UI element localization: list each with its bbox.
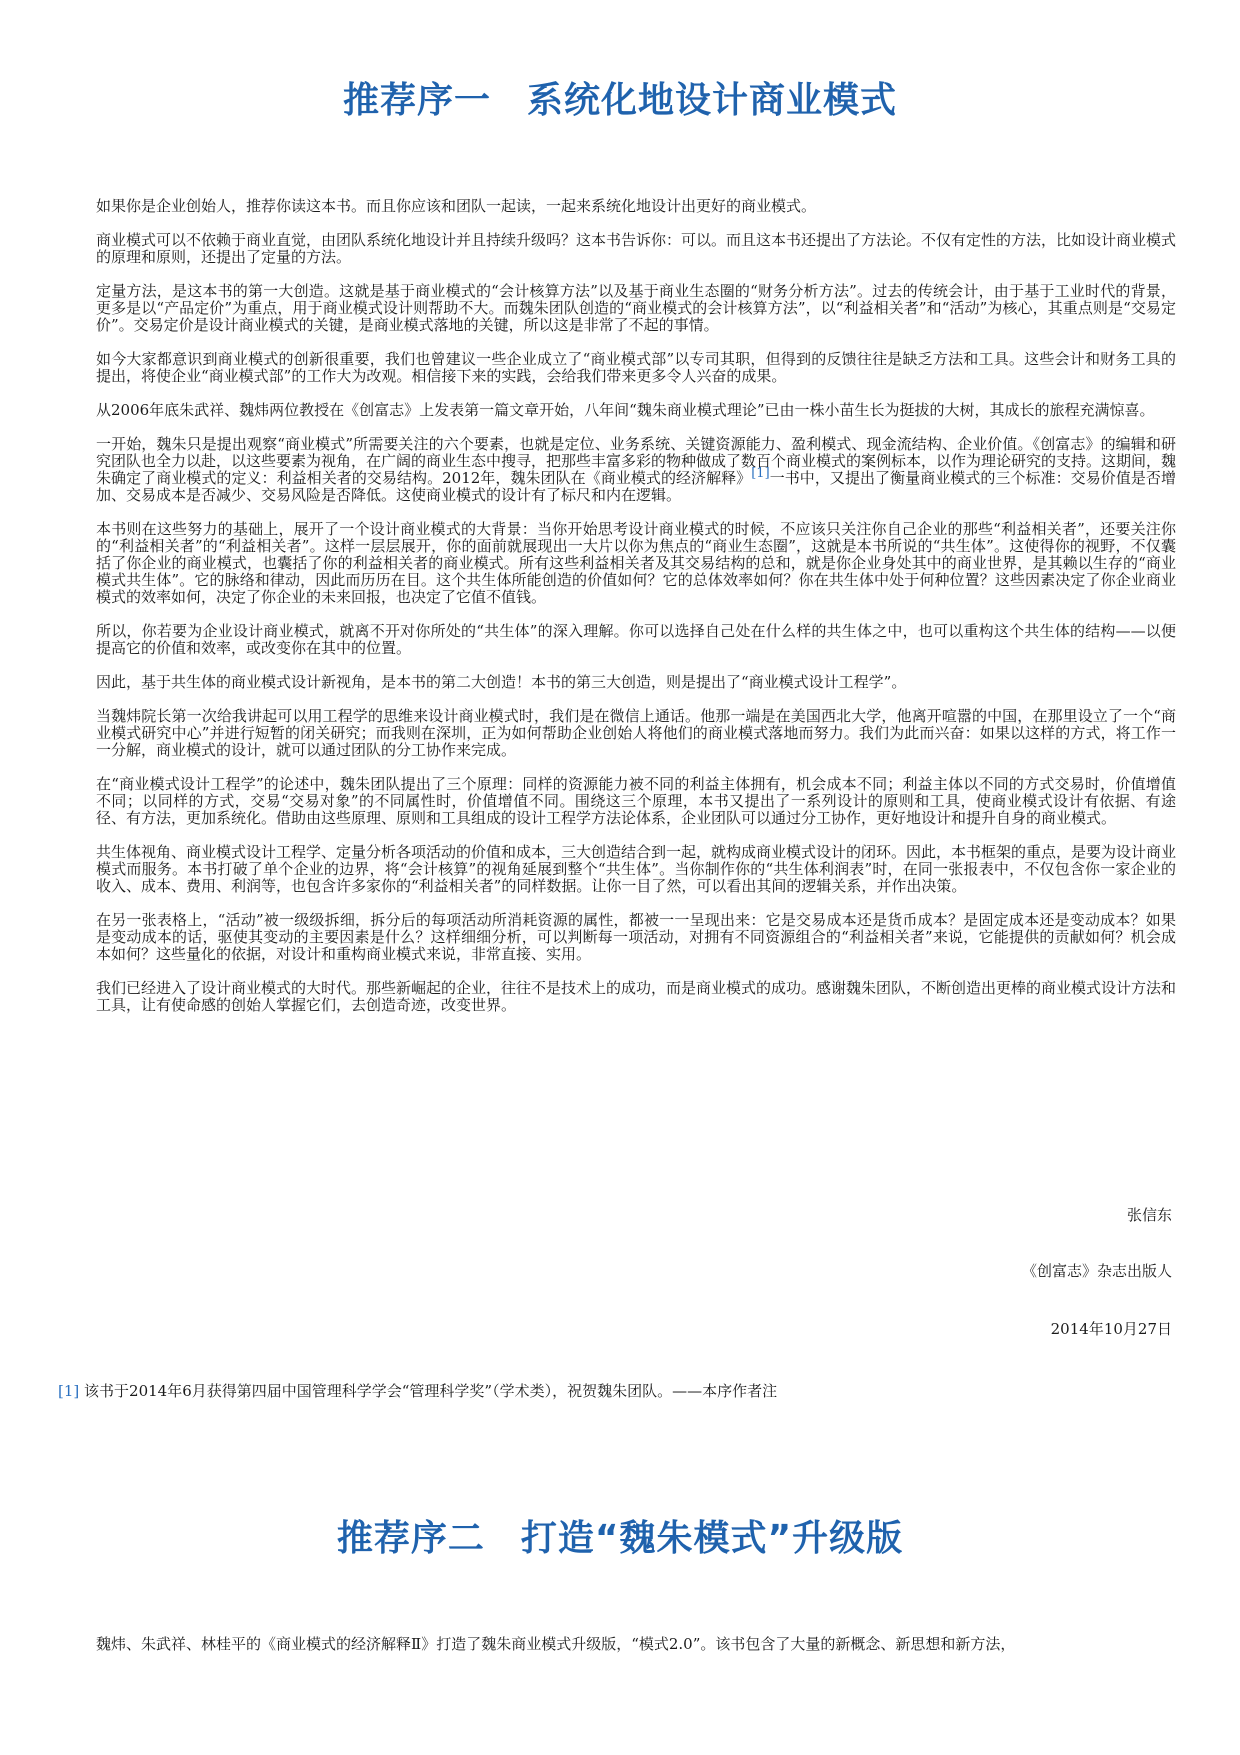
paragraph: 在另一张表格上，“活动”被一级级拆细，拆分后的每项活动所消耗资源的属性，都被一一呈现出来：它是交易成本还是货币成本？是固定成本还是变动成本？如果是变动成本的话，驱使其变动的主要因素是什么？这样细细分析，可以判断每一项活动，对拥有不同资源组合的“利益相关者”来说，它能提供的贡献如何？机会成本如何？这些量化的依据，对设计和重构商业模式来说，非常直接、实用。 xyxy=(96,911,1176,963)
preface-one-heading: 系统化地设计商业模式 xyxy=(527,80,898,121)
footnote-text: 该书于2014年6月获得第四届中国管理科学学会“管理科学奖”（学术类），祝贺魏朱团队。——本序作者注 xyxy=(84,1382,778,1400)
paragraph: 在“商业模式设计工程学”的论述中，魏朱团队提出了三个原理：同样的资源能力被不同的利益主体拥有，机会成本不同；利益主体以不同的方式交易时，价值增值不同；以同样的方式，交易“交易对象”的不同属性时，价值增值不同。围绕这三个原理，本书又提出了一系列设计的原则和工具，使商业模式设计有依据、有途径、有方法，更加系统化。借助由这些原理、原则和工具组成的设计工程学方法论体系，企业团队可以通过分工协作，更好地设计和提升自身的商业模式。 xyxy=(96,775,1176,827)
signature-date: 2014年10月27日 xyxy=(1050,1320,1172,1338)
paragraph: 如果你是企业创始人，推荐你读这本书。而且你应该和团队一起读，一起来系统化地设计出更好的商业模式。 xyxy=(96,197,817,215)
paragraph: 本书则在这些努力的基础上，展开了一个设计商业模式的大背景：当你开始思考设计商业模式的时候，不应该只关注你自己企业的那些“利益相关者”，还要关注你的“利益相关者”的“利益相关者”。这样一层层展开，你的面前就展现出一大片以你为焦点的“商业生态圈”，这就是本书所说的“共生体”。这使得你的视野，不仅囊括了你企业的商业模式，也囊括了你的利益相关者的商业模式。所有这些利益相关者及其交易结构的总和，就是你企业身处其中的商业世界，是其赖以生存的“商业模式共生体”。它的脉络和律动，因此而历历在目。这个共生体所能创造的价值如何？它的总体效率如何？你在共生体中处于何种位置？这些因素决定了你企业商业模式的效率如何，决定了你企业的未来回报，也决定了它值不值钱。 xyxy=(96,520,1176,606)
preface-one-body xyxy=(96,198,1176,1031)
paragraph: 定量方法，是这本书的第一大创造。这就是基于商业模式的“会计核算方法”以及基于商业生态圈的“财务分析方法”。过去的传统会计，由于基于工业时代的背景，更多是以“产品定价”为重点，用于商业模式设计则帮助不大。而魏朱团队创造的“商业模式的会计核算方法”，以“利益相关者”和“活动”为核心，其重点则是“交易定价”。交易定价是设计商业模式的关键，是商业模式落地的关键，所以这是非常了不起的事情。 xyxy=(96,282,1176,334)
signature-name: 张信东 xyxy=(1126,1206,1172,1224)
paragraph: 共生体视角、商业模式设计工程学、定量分析各项活动的价值和成本，三大创造结合到一起，就构成商业模式设计的闭环。因此，本书框架的重点，是要为设计商业模式而服务。本书打破了单个企业的边界，将“会计核算”的视角延展到整个“共生体”。当你制作你的“共生体利润表”时，在同一张报表中，不仅包含你一家企业的收入、成本、费用、利润等，也包含许多家你的“利益相关者”的同样数据。让你一目了然，可以看出其间的逻辑关系，并作出决策。 xyxy=(96,843,1177,895)
preface-one-title xyxy=(0,72,1240,123)
preface-two-heading: 打造“魏朱模式”升级版 xyxy=(520,1518,904,1559)
preface-two-title xyxy=(0,1510,1240,1561)
paragraph: 当魏炜院长第一次给我讲起可以用工程学的思维来设计商业模式时，我们是在微信上通话。他那一端是在美国西北大学，他离开喧嚣的中国，在那里设立了一个“商业模式研究中心”并进行短暂的闭关研究；而我则在深圳，正为如何帮助企业创始人将他们的商业模式落地而努力。我们为此而兴奋：如果以这样的方式，将工作一一分解，商业模式的设计，就可以通过团队的分工协作来完成。 xyxy=(96,707,1176,759)
footnote xyxy=(58,1383,1198,1400)
paragraph: 如今大家都意识到商业模式的创新很重要，我们也曾建议一些企业成立了“商业模式部”以专司其职，但得到的反馈往往是缺乏方法和工具。这些会计和财务工具的提出，将使企业“商业模式部”的工作大为改观。相信接下来的实践，会给我们带来更多令人兴奋的成果。 xyxy=(96,350,1176,385)
footnote-backlink[interactable]: [1] xyxy=(58,1382,80,1400)
paragraph: 因此，基于共生体的商业模式设计新视角，是本书的第二大创造！本书的第三大创造，则是提出了“商业模式设计工程学”。 xyxy=(96,673,907,691)
paragraph: 魏炜、朱武祥、林桂平的《商业模式的经济解释Ⅱ》打造了魏朱商业模式升级版，“模式2.0”。该书包含了大量的新概念、新思想和新方法， xyxy=(96,1635,1016,1653)
preface-two-label: 推荐序二 xyxy=(336,1518,485,1559)
footnote-reference-link[interactable]: [1] xyxy=(751,466,770,481)
paragraph: 所以，你若要为企业设计商业模式，就离不开对你所处的“共生体”的深入理解。你可以选择自己处在什么样的共生体之中，也可以重构这个共生体的结构——以便提高它的价值和效率，或改变你在其中的位置。 xyxy=(96,622,1176,657)
paragraph-text: 一书中，又提出了衡量商业模式的三个标准：交易价值是否增加、交易成本是否减少、交易风险是否降低。这使商业模式的设计有了标尺和内在逻辑。 xyxy=(96,469,1176,504)
paragraph: 商业模式可以不依赖于商业直觉，由团队系统化地设计并且持续升级吗？这本书告诉你：可以。而且这本书还提出了方法论。不仅有定性的方法，比如设计商业模式的原理和原则，还提出了定量的方法。 xyxy=(96,231,1177,266)
signature-role: 《创富志》杂志出版人 xyxy=(1021,1262,1172,1280)
paragraph: 我们已经进入了设计商业模式的大时代。那些新崛起的企业，往往不是技术上的成功，而是商业模式的成功。感谢魏朱团队，不断创造出更棒的商业模式设计方法和工具，让有使命感的创始人掌握它们，去创造奇迹，改变世界。 xyxy=(96,979,1177,1014)
preface-two-body xyxy=(96,1636,1176,1653)
paragraph: 从2006年底朱武祥、魏炜两位教授在《创富志》上发表第一篇文章开始，八年间“魏朱商业模式理论”已由一株小苗生长为挺拔的大树，其成长的旅程充满惊喜。 xyxy=(96,401,1155,419)
paragraph-with-footnote xyxy=(96,436,1176,504)
preface-one-label: 推荐序一 xyxy=(342,80,491,121)
paragraph-text: 一开始，魏朱只是提出观察“商业模式”所需要关注的六个要素，也就是定位、业务系统、关键资源能力、盈利模式、现金流结构、企业价值。《创富志》的编辑和研究团队也全力以赴，以这些要素为视角，在广阔的商业生态中搜寻，把那些丰富多彩的物种做成了数百个商业模式的案例标本，以作为理论研究的支持。这期间，魏朱确定了商业模式的定义：利益相关者的交易结构。2012年，魏朱团队在《商业模式的经济解释》 xyxy=(96,435,1177,487)
